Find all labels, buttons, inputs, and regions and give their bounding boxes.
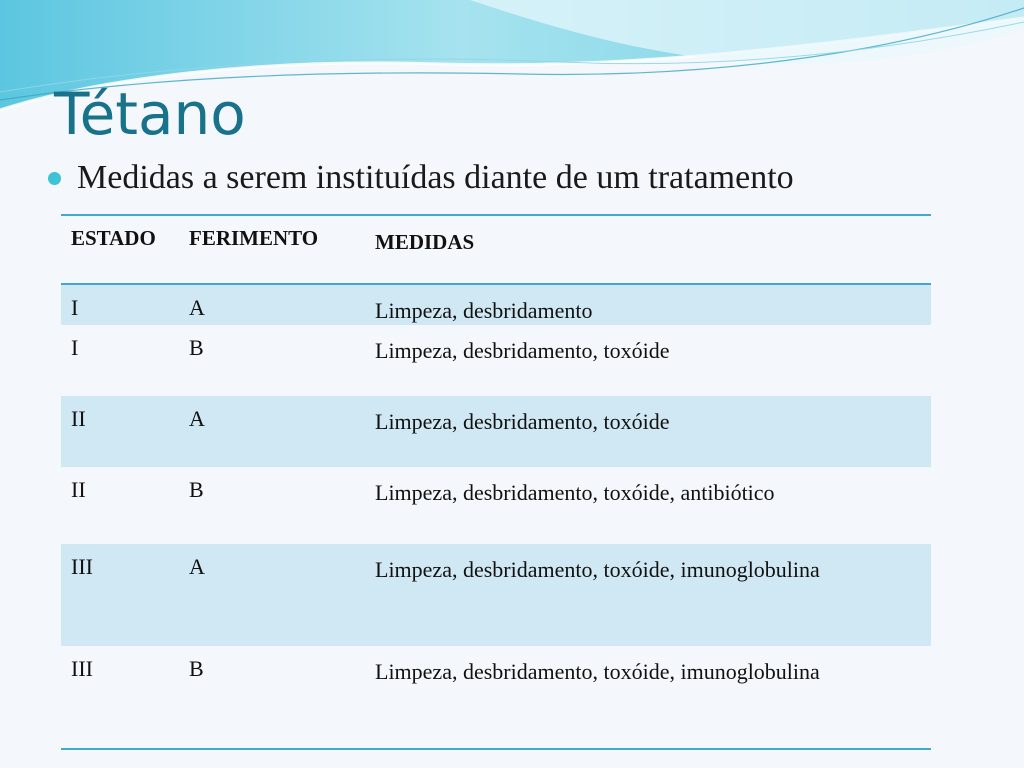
cell-medidas: Limpeza, desbridamento, toxóide: [375, 409, 670, 434]
cell-estado: II: [71, 477, 86, 502]
table-row: [61, 544, 931, 646]
cell-ferimento: A: [189, 406, 205, 431]
cell-medidas: Limpeza, desbridamento, toxóide, imunoglobulina: [375, 659, 820, 684]
cell-ferimento: B: [189, 656, 204, 681]
cell-estado: III: [71, 656, 93, 681]
table-row: [61, 467, 931, 544]
cell-estado: III: [71, 554, 93, 579]
measures-table: [61, 214, 931, 750]
cell-estado: I: [71, 295, 79, 320]
header-estado: ESTADO: [71, 226, 156, 250]
cell-estado: II: [71, 406, 86, 431]
bullet-dot-icon: [48, 172, 61, 185]
cell-ferimento: B: [189, 335, 204, 360]
cell-ferimento: A: [189, 295, 205, 320]
table-bottom-rule: [61, 748, 931, 750]
cell-medidas: Limpeza, desbridamento, toxóide, imunoglobulina: [375, 557, 820, 582]
slide-title: Tétano: [54, 80, 246, 148]
table-header-row: [61, 216, 931, 283]
table-row: [61, 646, 931, 748]
cell-estado: I: [71, 335, 79, 360]
bullet-text: Medidas a serem instituídas diante de um tratamento: [77, 159, 794, 196]
header-ferimento: FERIMENTO: [189, 226, 319, 250]
cell-medidas: Limpeza, desbridamento: [375, 298, 593, 323]
cell-medidas: Limpeza, desbridamento, toxóide: [375, 338, 670, 363]
table-row: [61, 396, 931, 467]
header-medidas: MEDIDAS: [375, 230, 475, 254]
bullet-item: [48, 156, 794, 200]
table-row: [61, 285, 931, 325]
cell-ferimento: B: [189, 477, 204, 502]
cell-medidas: Limpeza, desbridamento, toxóide, antibiótico: [375, 480, 775, 505]
cell-ferimento: A: [189, 554, 205, 579]
table-row: [61, 325, 931, 396]
